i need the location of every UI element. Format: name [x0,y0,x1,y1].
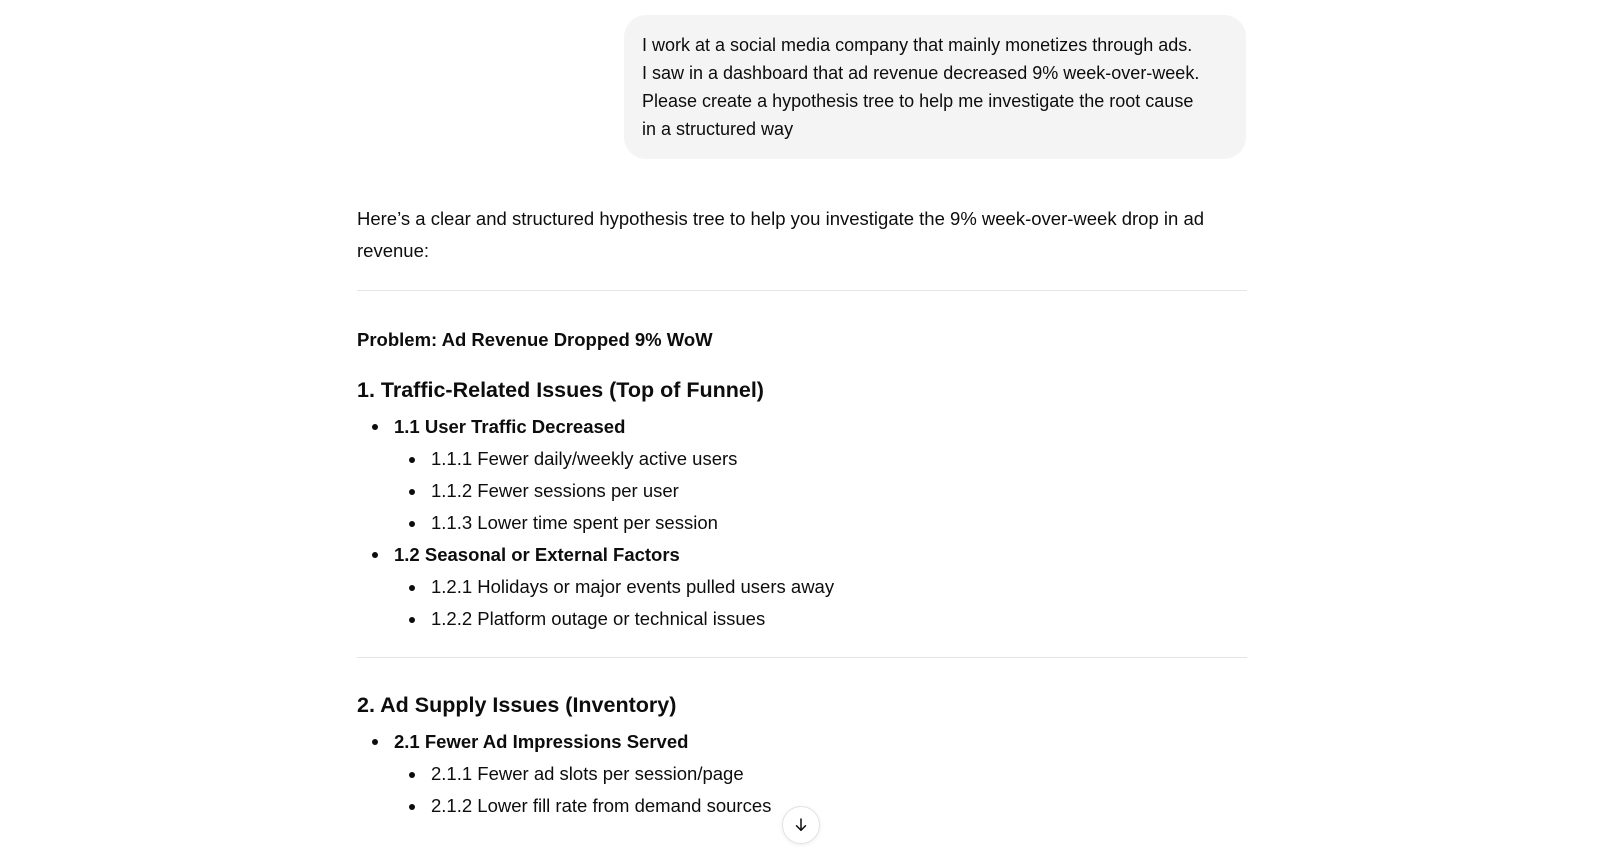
sub-hypothesis-title: 1.2 Seasonal or External Factors [394,544,680,565]
bullet-icon [409,585,415,591]
sub-hypothesis-title: 1.1 User Traffic Decreased [394,416,626,437]
list-item [394,443,1247,475]
hypothesis-text: 1.1.1 Fewer daily/weekly active users [431,448,738,469]
bullet-icon [372,424,378,430]
hypothesis-text: 1.1.3 Lower time spent per session [431,512,718,533]
assistant-message [357,203,1247,822]
problem-statement: Problem: Ad Revenue Dropped 9% WoW [357,329,713,350]
bullet-icon [409,617,415,623]
user-message-line: Please create a hypothesis tree to help me investigate the root cause [642,91,1194,111]
list-item [394,507,1247,539]
hypothesis-text: 1.1.2 Fewer sessions per user [431,480,679,501]
hypothesis-text: 1.2.1 Holidays or major events pulled users away [431,576,835,597]
arrow-down-icon [792,816,810,834]
list-item [394,475,1247,507]
list-item [357,539,1247,635]
bullet-icon [409,457,415,463]
sub-hypothesis-list [394,443,1247,539]
bullet-icon [409,772,415,778]
list-item [394,758,1247,790]
section-divider [357,657,1247,658]
user-message-bubble [624,15,1246,159]
hypothesis-text: 1.2.2 Platform outage or technical issues [431,608,766,629]
list-item [357,411,1247,539]
user-message-line: in a structured way [642,119,794,139]
sub-hypothesis-list [394,571,1247,635]
list-item [394,571,1247,603]
bullet-icon [372,552,378,558]
assistant-intro: Here’s a clear and structured hypothesis tree to help you investigate the 9% week-over-week drop in ad revenue: [357,208,1205,261]
hypothesis-text: 2.1.2 Lower fill rate from demand sources [431,795,772,816]
section-title: 2. Ad Supply Issues (Inventory) [357,693,677,717]
hypothesis-list [357,411,1247,635]
sub-hypothesis-list [394,758,1247,822]
user-message-line: I work at a social media company that mainly monetizes through ads. [642,35,1193,55]
scroll-to-bottom-button[interactable] [782,806,820,844]
bullet-icon [409,521,415,527]
user-message-line: I saw in a dashboard that ad revenue decreased 9% week-over-week. [642,63,1200,83]
sub-hypothesis-title: 2.1 Fewer Ad Impressions Served [394,731,689,752]
hypothesis-text: 2.1.1 Fewer ad slots per session/page [431,763,744,784]
section-title: 1. Traffic-Related Issues (Top of Funnel) [357,378,764,402]
section-divider [357,290,1247,291]
bullet-icon [409,804,415,810]
bullet-icon [372,739,378,745]
bullet-icon [409,489,415,495]
list-item [394,603,1247,635]
list-item [394,790,1247,822]
